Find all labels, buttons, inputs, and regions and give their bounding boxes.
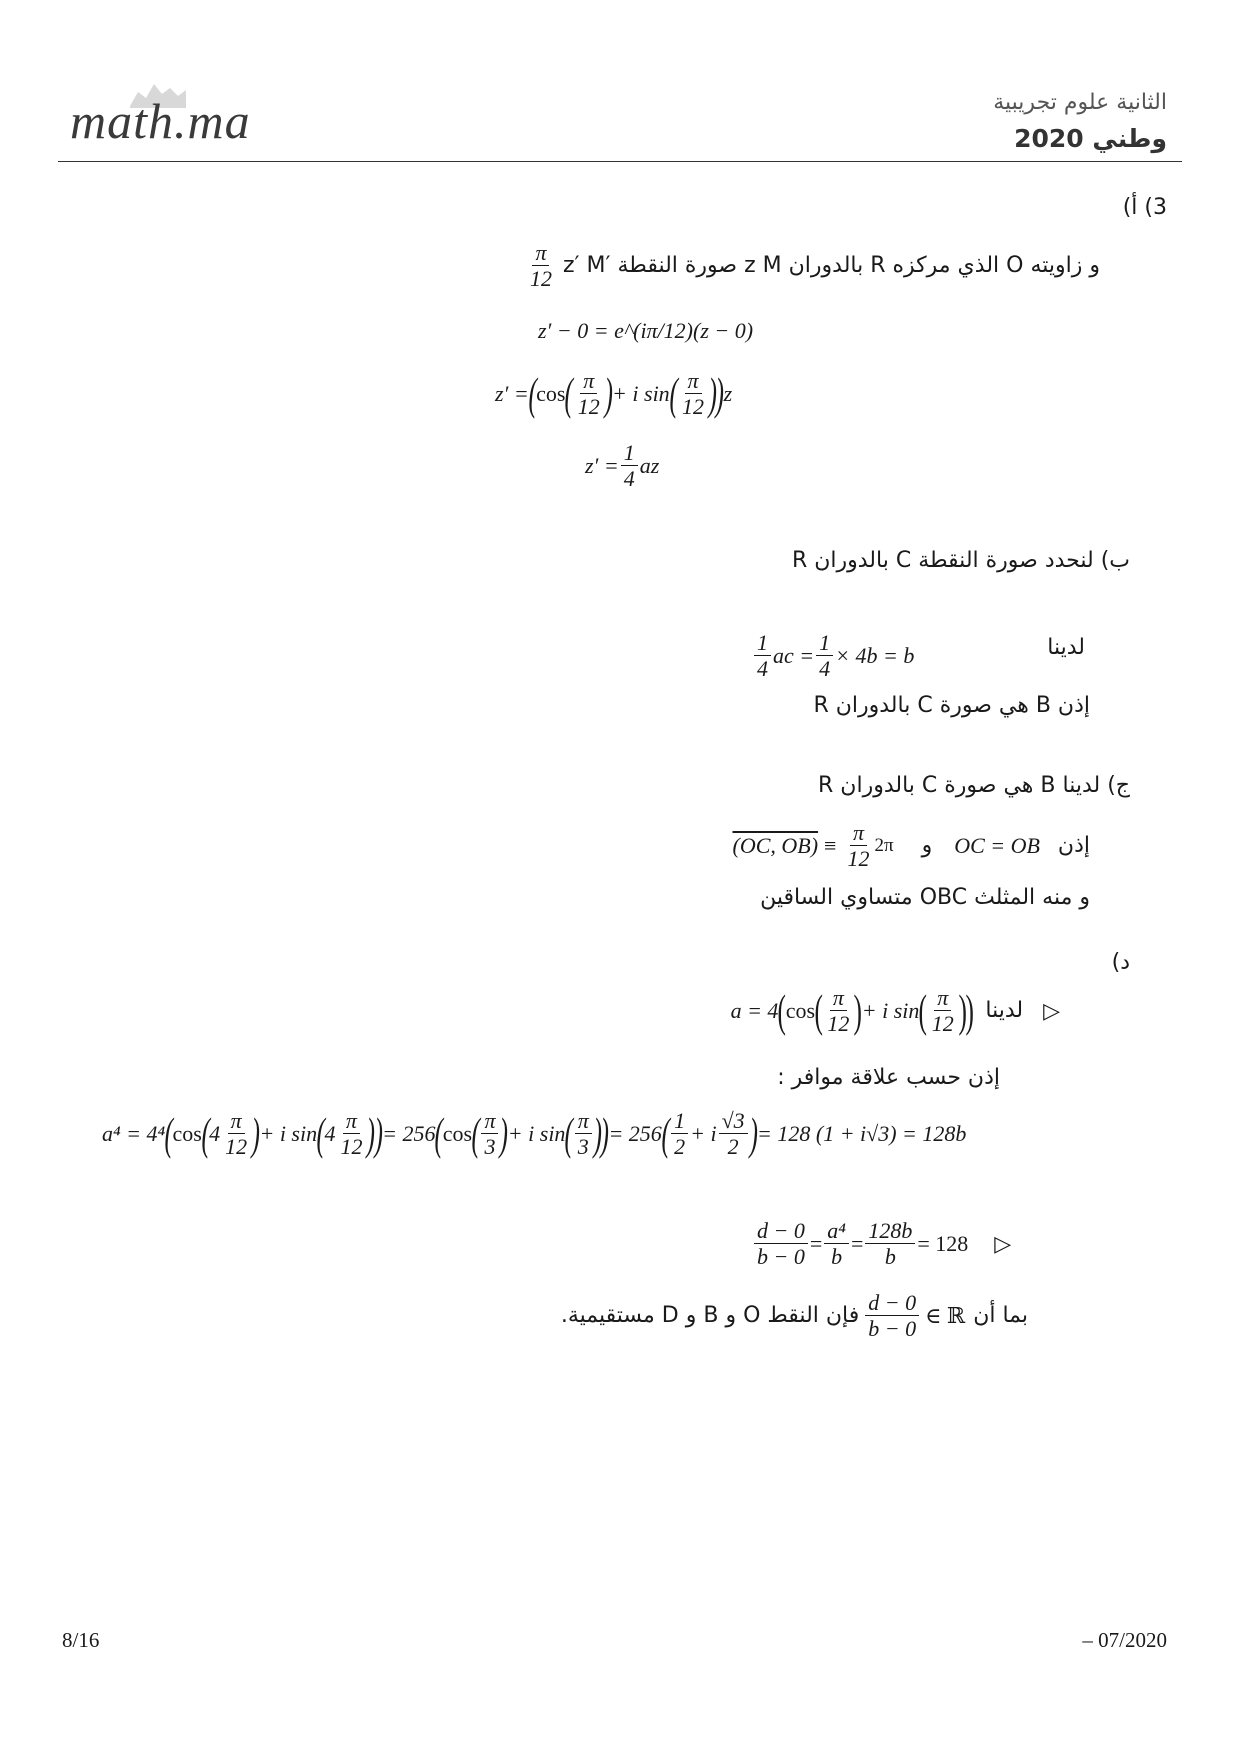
question-3c-line3: و منه المثلث OBC متساوي الساقين: [760, 885, 1090, 910]
have-label: لدينا: [1047, 635, 1085, 660]
header-divider: [58, 161, 1182, 162]
equation-rotation-trig: z′ = ( cos ( $\frac{\pi}{12}$ ) + i sin ( $\frac{\pi}{12}$ ) ) z: [495, 367, 733, 420]
bullet-marker-icon: ▷: [1043, 997, 1060, 1023]
footer-date: – 07/2020: [1082, 1628, 1167, 1652]
bullet-marker-icon: ▷: [994, 1230, 1012, 1256]
page-number: 8/16: [62, 1628, 100, 1652]
equation-rotation-exp: z′ − 0 = e^(iπ/12)(z − 0): [538, 318, 754, 343]
question-3a-label: 3) أ): [1122, 195, 1167, 220]
equation-image-c: $\frac{1}{4}$ ac = $\frac{1}{4}$ × 4b = b: [752, 630, 914, 682]
final-conclusion: فإن النقط O و B و D مستقيمية. $\frac{d - 0}{b - 0}$ ∈ ℝ بما أن: [560, 1290, 1028, 1342]
question-3d-label: د): [1111, 950, 1130, 975]
statement-text: z′ M′ صورة النقطة z M بالدوران R الذي مركزه O و زاويته: [562, 253, 1100, 279]
site-logo: math.ma: [70, 93, 251, 149]
equation-affix-ratio: $\frac{d - 0}{b - 0}$ = $\frac{\text{a⁴}}{b}$ = $\frac{128b}{b}$ = 128 ▷: [752, 1218, 1011, 1270]
question-3b-conclusion: إذن B هي صورة C بالدوران R: [813, 693, 1090, 718]
header-subtitle: الثانية علوم تجريبية: [993, 90, 1167, 115]
question-3c-line1: ج) لدينا B هي صورة C بالدوران R: [818, 773, 1130, 798]
equation-a-trig: a = 4 ( cos ( $\frac{\pi}{12}$ ) + i sin ( $\frac{\pi}{12}$ ) ) لدينا ▷: [730, 984, 1060, 1037]
question-3a-statement: [525, 240, 1100, 292]
angle-vector: (OC, OB): [732, 832, 819, 858]
header-year: وطني 2020: [1014, 124, 1167, 153]
moivre-line: إذن حسب علاقة موافر :: [777, 1065, 1000, 1090]
equation-rotation-simplified: z′ = $\frac{1}{4}$ az: [585, 440, 660, 492]
question-3b-title: ب) لنحدد صورة النقطة C بالدوران R: [791, 548, 1130, 573]
question-3c-line2: (OC, OB) ≡ $\frac{\pi}{12}$ 2π و OC = OB إذن: [732, 820, 1090, 872]
equation-a4: a⁴ = 4⁴ ( cos ( 4 $\frac{\pi}{12}$ ) + i sin ( 4 $\frac{\pi}{12}$ ) ) = 256 ( cos ( $\frac{\pi}{3}$ ) + i sin ( $\frac{\pi}{3}$ ) ) = 256 ( $\frac{1}{2}$ + i $\frac{√3}{2}$ ) = 128 (1 + i√3) = 128b: [102, 1107, 967, 1160]
rotation-angle: $\frac{\pi}{12}$: [529, 240, 552, 292]
